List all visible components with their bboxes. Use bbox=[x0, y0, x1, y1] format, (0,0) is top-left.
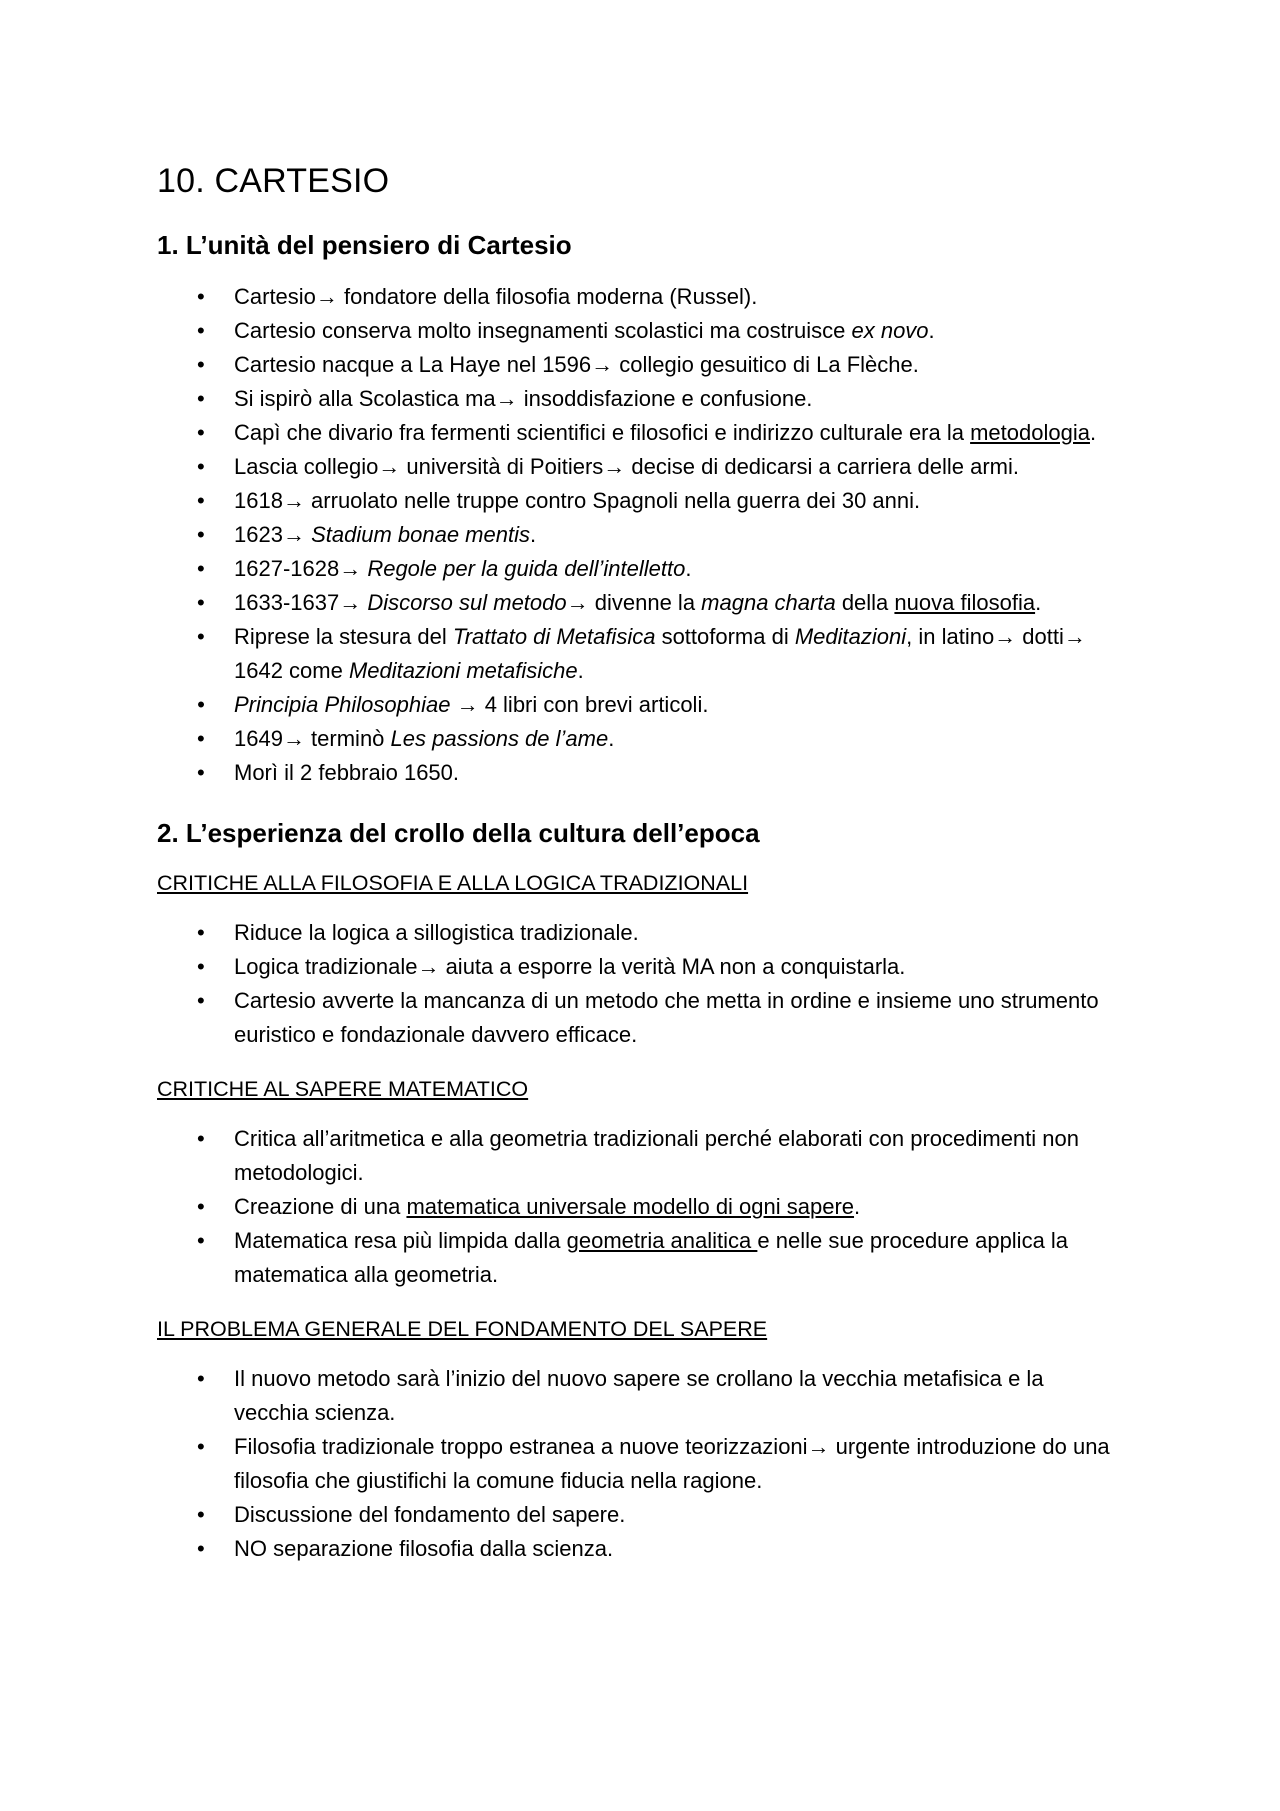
bullet-icon: • bbox=[197, 1126, 205, 1151]
list-item: • Cartesio→ fondatore della filosofia moderna (Russel). bbox=[157, 280, 1117, 314]
section-1-list bbox=[157, 280, 1117, 790]
critiche-filosofia-list bbox=[157, 916, 1117, 1052]
list-item: • Creazione di una matematica universale modello di ogni sapere. bbox=[157, 1190, 1117, 1224]
section-1-heading: 1. L’unità del pensiero di Cartesio bbox=[157, 230, 572, 260]
bullet-icon: • bbox=[197, 760, 205, 785]
bullet-icon: • bbox=[197, 624, 205, 649]
subheading-fondamento-sapere: IL PROBLEMA GENERALE DEL FONDAMENTO DEL SAPERE bbox=[157, 1317, 768, 1341]
list-item: • Si ispirò alla Scolastica ma→ insoddisfazione e confusione. bbox=[157, 382, 1117, 416]
bullet-icon: • bbox=[197, 284, 205, 309]
list-item: • Cartesio conserva molto insegnamenti scolastici ma costruisce ex novo. bbox=[157, 314, 1117, 348]
bullet-icon: • bbox=[197, 318, 205, 343]
list-item: • Matematica resa più limpida dalla geometria analitica e nelle sue procedure applica la matematica alla geometria. bbox=[157, 1224, 1117, 1292]
list-item: • Logica tradizionale→ aiuta a esporre la verità MA non a conquistarla. bbox=[157, 950, 1117, 984]
list-item: • 1618→ arruolato nelle truppe contro Spagnoli nella guerra dei 30 anni. bbox=[157, 484, 1117, 518]
bullet-icon: • bbox=[197, 954, 205, 979]
bullet-icon: • bbox=[197, 726, 205, 751]
list-item: • 1627-1628→ Regole per la guida dell’intelletto. bbox=[157, 552, 1117, 586]
bullet-icon: • bbox=[197, 454, 205, 479]
bullet-icon: • bbox=[197, 1228, 205, 1253]
bullet-icon: • bbox=[197, 352, 205, 377]
subheading-critiche-matematica: CRITICHE AL SAPERE MATEMATICO bbox=[157, 1077, 529, 1101]
bullet-icon: • bbox=[197, 988, 205, 1013]
bullet-icon: • bbox=[197, 420, 205, 445]
bullet-icon: • bbox=[197, 1502, 205, 1527]
list-item: • 1623→ Stadium bonae mentis. bbox=[157, 518, 1117, 552]
list-item: • 1649→ terminò Les passions de l’ame. bbox=[157, 722, 1117, 756]
bullet-icon: • bbox=[197, 590, 205, 615]
bullet-icon: • bbox=[197, 920, 205, 945]
document-content bbox=[157, 158, 1117, 1588]
subheading-critiche-filosofia: CRITICHE ALLA FILOSOFIA E ALLA LOGICA TRADIZIONALI bbox=[157, 871, 749, 895]
list-item: • Morì il 2 febbraio 1650. bbox=[157, 756, 1117, 790]
fondamento-sapere-list bbox=[157, 1362, 1117, 1566]
bullet-icon: • bbox=[197, 1434, 205, 1459]
list-item: • Cartesio nacque a La Haye nel 1596→ collegio gesuitico di La Flèche. bbox=[157, 348, 1117, 382]
list-item: • Riprese la stesura del Trattato di Metafisica sottoforma di Meditazioni, in latino→ dotti→ 1642 come Meditazioni metafisiche. bbox=[157, 620, 1117, 688]
bullet-icon: • bbox=[197, 1366, 205, 1391]
bullet-icon: • bbox=[197, 556, 205, 581]
bullet-icon: • bbox=[197, 1194, 205, 1219]
list-item: • Cartesio avverte la mancanza di un metodo che metta in ordine e insieme uno strumento euristico e fondazionale davvero efficace. bbox=[157, 984, 1117, 1052]
bullet-icon: • bbox=[197, 386, 205, 411]
list-item: • NO separazione filosofia dalla scienza. bbox=[157, 1532, 1117, 1566]
document-title: 10. CARTESIO bbox=[157, 162, 390, 200]
list-item: • Discussione del fondamento del sapere. bbox=[157, 1498, 1117, 1532]
bullet-icon: • bbox=[197, 488, 205, 513]
list-item: • 1633-1637→ Discorso sul metodo→ divenne la magna charta della nuova filosofia. bbox=[157, 586, 1117, 620]
list-item: • Critica all’aritmetica e alla geometria tradizionali perché elaborati con procedimenti non metodologici. bbox=[157, 1122, 1117, 1190]
list-item: • Capì che divario fra fermenti scientifici e filosofici e indirizzo culturale era la metodologia. bbox=[157, 416, 1117, 450]
section-2-heading: 2. L’esperienza del crollo della cultura dell’epoca bbox=[157, 818, 760, 848]
bullet-icon: • bbox=[197, 692, 205, 717]
list-item: • Filosofia tradizionale troppo estranea a nuove teorizzazioni→ urgente introduzione do una filosofia che giustifichi la comune fiducia nella ragione. bbox=[157, 1430, 1117, 1498]
critiche-matematica-list bbox=[157, 1122, 1117, 1292]
list-item: • Riduce la logica a sillogistica tradizionale. bbox=[157, 916, 1117, 950]
list-item: • Lascia collegio→ università di Poitiers→ decise di dedicarsi a carriera delle armi. bbox=[157, 450, 1117, 484]
list-item: • Il nuovo metodo sarà l’inizio del nuovo sapere se crollano la vecchia metafisica e la vecchia scienza. bbox=[157, 1362, 1117, 1430]
bullet-icon: • bbox=[197, 522, 205, 547]
list-item: • Principia Philosophiae → 4 libri con brevi articoli. bbox=[157, 688, 1117, 722]
bullet-icon: • bbox=[197, 1536, 205, 1561]
